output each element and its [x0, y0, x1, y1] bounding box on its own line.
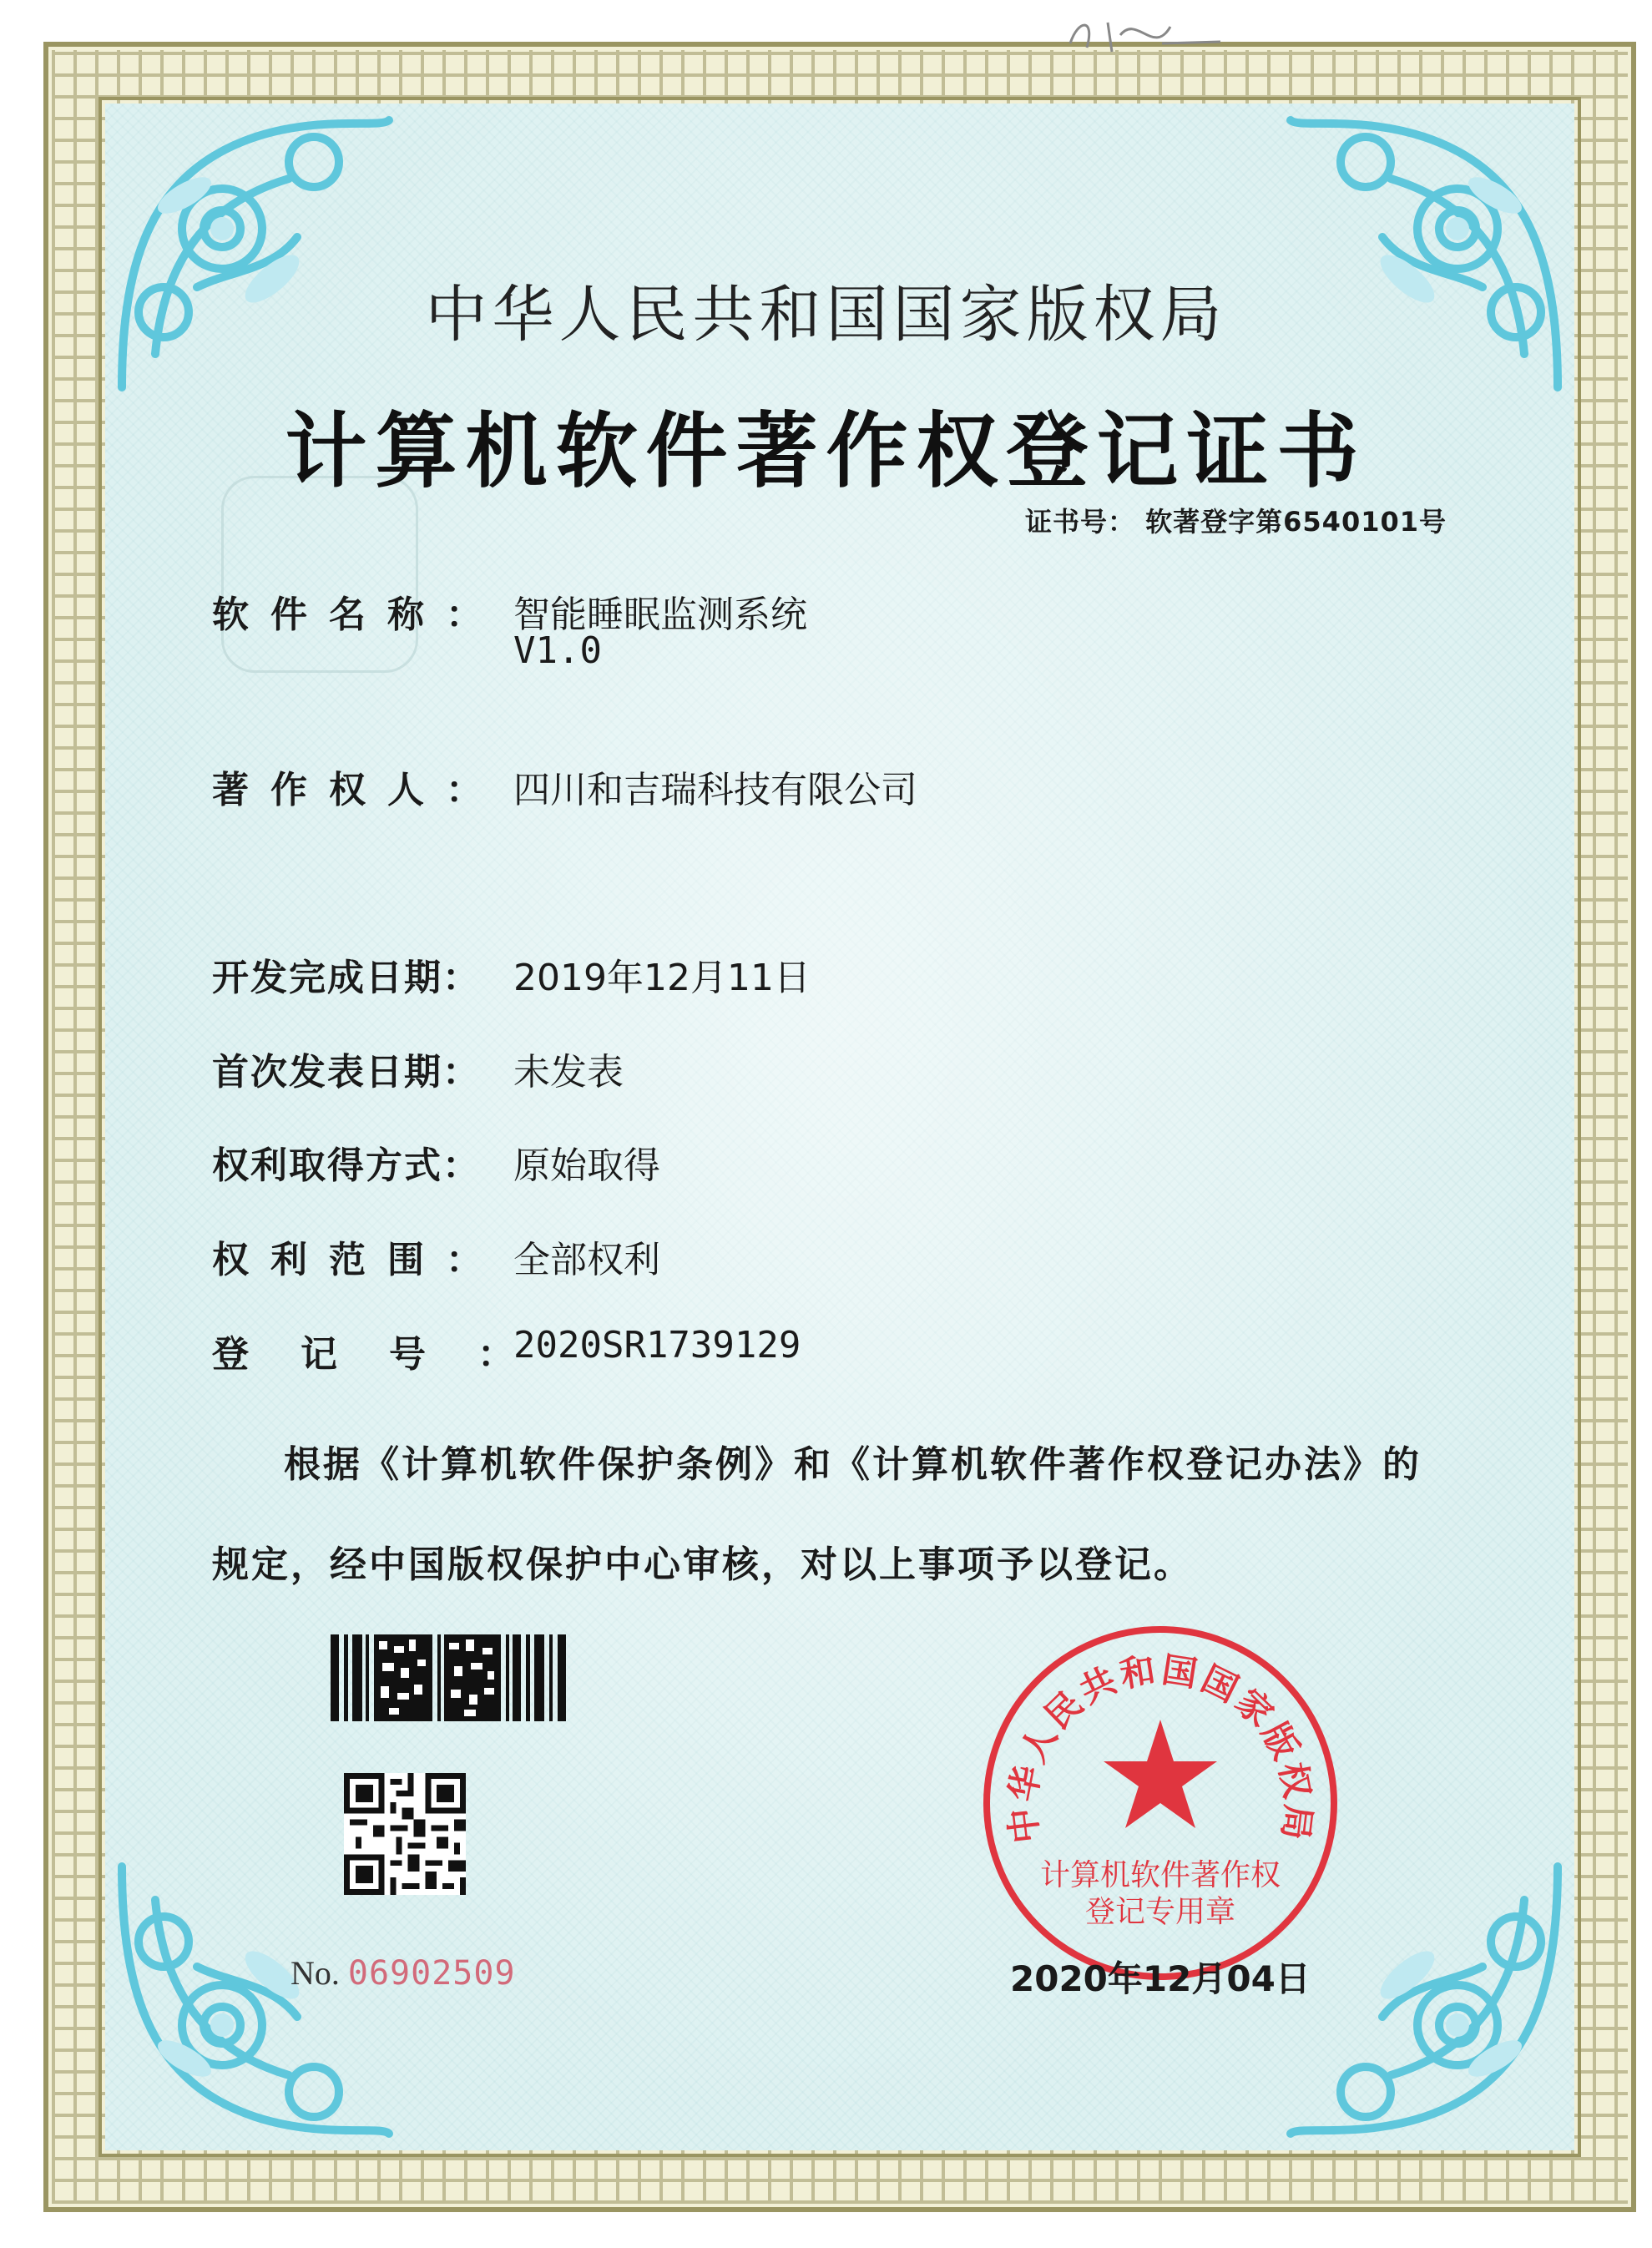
copyright-owner-label: 著作权人： — [212, 769, 504, 811]
seal-inner-text-2: 登记专用章 — [1084, 1895, 1236, 1929]
qr-code-icon — [344, 1773, 466, 1895]
seal-outer-text: 中华人民共和国国家版权局 — [1001, 1649, 1320, 1846]
first-publication-label: 首次发表日期： — [212, 1051, 481, 1094]
acquisition-method-label: 权利取得方式： — [212, 1144, 481, 1187]
declaration-line-1: 根据《计算机软件保护条例》和《计算机软件著作权登记办法》的 — [284, 1443, 1422, 1486]
corner-ornament-icon — [105, 104, 406, 404]
copyright-owner-value: 四川和吉瑞科技有限公司 — [513, 769, 917, 811]
official-seal — [977, 1619, 1344, 1987]
scope-label: 权利范围： — [212, 1239, 504, 1281]
corner-ornament-icon — [1274, 104, 1574, 404]
declaration-line-2: 规定，经中国版权保护中心审核，对以上事项予以登记。 — [212, 1543, 1193, 1586]
registration-number-value: 2020SR1739129 — [513, 1324, 801, 1366]
completion-date-label: 开发完成日期： — [212, 957, 481, 999]
software-version: V1.0 — [513, 629, 602, 672]
issue-date: 2020年12月04日 — [1010, 1958, 1311, 1999]
barcode-icon — [331, 1634, 568, 1721]
serial-prefix: No. — [290, 1954, 340, 1992]
seal-inner-text-1: 计算机软件著作权 — [1039, 1858, 1281, 1892]
certificate-title: 计算机软件著作权登记证书 — [285, 403, 1367, 499]
embossed-watermark — [221, 476, 418, 673]
software-name-value: 智能睡眠监测系统 — [513, 594, 807, 636]
acquisition-method-value: 原始取得 — [513, 1144, 660, 1187]
seal-star-icon — [1104, 1720, 1217, 1828]
scope-value: 全部权利 — [513, 1239, 660, 1281]
corner-ornament-icon — [105, 1850, 406, 2150]
serial-number: 06902509 — [347, 1954, 516, 1993]
registration-number-label: 登记号： — [212, 1333, 566, 1376]
first-publication-value: 未发表 — [513, 1051, 624, 1094]
completion-date-value: 2019年12月11日 — [513, 957, 811, 999]
software-name-label: 软件名称： — [212, 594, 504, 636]
certificate-number: 证书号： 软著登字第6540101号 — [1025, 506, 1447, 538]
handwritten-mark — [1062, 10, 1229, 60]
issuer-title: 中华人民共和国国家版权局 — [425, 279, 1227, 351]
serial-line — [290, 1953, 516, 1993]
